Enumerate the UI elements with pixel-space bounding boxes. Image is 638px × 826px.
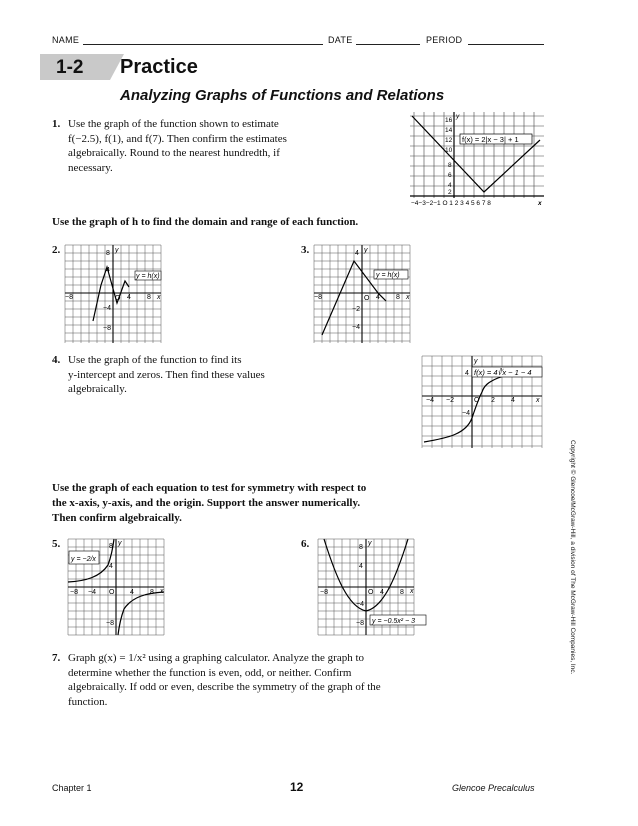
lesson-type: Practice [120,56,198,78]
y-tick: 16 [445,117,453,124]
page-number: 12 [290,780,304,794]
x-tick: 8 [396,294,400,301]
y-axis-label: y [368,540,372,547]
x-ticks: −4−3−2−1 O 1 2 3 4 5 6 7 8 [411,200,491,207]
y-tick: 4 [106,267,110,274]
question-number: 4. [52,354,61,366]
name-field[interactable] [83,44,323,45]
function-label: y = −2/x [71,556,96,563]
x-tick: −4 [88,589,96,596]
footer-chapter: Chapter 1 [52,783,92,793]
y-tick: −4 [356,601,364,608]
question-text-line: determine whether the function is even, odd, or neither. Confirm [68,666,352,679]
name-label: NAME [52,35,80,45]
graph-q5 [66,537,166,637]
x-tick: 8 [150,589,154,596]
y-tick: 10 [445,147,453,154]
function-curve-right [118,592,164,635]
footer-book: Glencoe Precalculus [452,783,535,793]
y-tick: 2 [448,189,452,196]
origin-label: O [109,589,115,596]
function-curve [93,267,129,321]
y-axis-label: y [364,247,368,254]
period-field[interactable] [468,44,544,45]
y-axis-label: y [474,358,478,365]
x-axis-label: x [160,588,164,595]
y-tick: −4 [352,324,360,331]
period-label: PERIOD [426,35,463,45]
y-tick: 8 [448,162,452,169]
function-label: y = h(x) [136,273,160,280]
question-number: 1. [52,118,61,130]
y-tick: 4 [109,563,113,570]
question-text-line: Graph g(x) = 1/x² using a graphing calculator. Analyze the graph to [68,652,365,664]
y-tick: 4 [448,182,452,189]
question-number: 3. [301,244,310,256]
y-tick: −2 [352,306,360,313]
x-tick: 4 [376,294,380,301]
x-tick: −8 [65,294,73,301]
y-tick: 4 [465,370,469,377]
x-axis-label: x [538,200,542,207]
section-instruction [52,481,366,526]
graph-q3 [312,243,412,345]
x-tick: 8 [147,294,151,301]
section-line: Use the graph of each equation to test for symmetry with respect to [52,482,367,494]
question-text-line: algebraically. If odd or even, describe the symmetry of the graph of the [68,681,381,693]
x-axis-label: x [536,397,540,404]
section-line: the x-axis, y-axis, and the origin. Support the answer numerically. [52,497,361,509]
question-number: 7. [52,652,61,664]
copyright-notice [566,440,578,700]
y-tick: 14 [445,127,453,134]
y-tick: 8 [359,544,363,551]
question-text-line: y-intercept and zeros. Then find these values [68,368,265,381]
function-label: y = −0.5x² − 3 [372,618,415,625]
y-tick: −8 [106,620,114,627]
x-axis-label: x [410,588,414,595]
page-title: Analyzing Graphs of Functions and Relations [120,87,445,104]
y-tick: 8 [106,250,110,257]
y-tick: 8 [109,543,113,550]
x-tick: −8 [70,589,78,596]
x-tick: 4 [130,589,134,596]
function-label: f(x) = 2|x − 3| + 1 [462,135,519,144]
y-tick: 4 [355,250,359,257]
x-tick: 4 [127,294,131,301]
x-tick: −8 [314,294,322,301]
y-tick: −4 [103,305,111,312]
date-field[interactable] [356,44,420,45]
question-text-line: Use the graph of the function shown to estimate [68,118,279,130]
question-text-line: Use the graph of the function to find its [68,354,242,366]
copyright-text: Copyright © Glencoe/McGraw-Hill, a division of The McGraw-Hill Companies, Inc. [569,440,576,675]
question-text-line: algebraically. Round to the nearest hundredth, if [68,147,280,159]
x-tick: 4 [380,589,384,596]
lesson-number: 1-2 [56,57,84,78]
graph-q1 [410,112,544,210]
y-tick: 6 [448,172,452,179]
origin-label: O [115,295,121,302]
graph-q6 [316,537,428,637]
y-tick: 4 [359,563,363,570]
graph-q2 [63,243,163,345]
y-tick: −8 [103,325,111,332]
y-axis-label: y [456,113,460,120]
question-number: 6. [301,538,310,550]
origin-label: O [368,589,374,596]
y-tick: 12 [445,137,453,144]
section-instruction: Use the graph of h to find the domain and range of each function. [52,216,359,228]
x-axis-label: x [406,294,410,301]
y-axis-label: y [118,540,122,547]
section-line: Then confirm algebraically. [52,512,182,524]
grid [410,112,544,206]
x-tick: 2 [491,397,495,404]
function-curve [412,116,540,192]
x-tick: 4 [511,397,515,404]
origin-label: O [364,295,370,302]
question-text-line: algebraically. [68,383,127,395]
question-text-line: function. [68,695,108,708]
function-label: f(x) = 4∛x − 1 − 4 [474,368,532,377]
question-number: 5. [52,538,61,550]
question-number: 2. [52,244,61,256]
question-text-line: necessary. [68,161,113,174]
x-axis-label: x [157,294,161,301]
graph-q4 [418,354,544,450]
x-tick: −2 [446,397,454,404]
question-text-line: f(−2.5), f(1), and f(7). Then confirm the estimates [68,132,287,145]
y-axis-label: y [115,247,119,254]
y-tick: −4 [462,410,470,417]
x-tick: −8 [320,589,328,596]
origin-label: O [474,397,480,404]
date-label: DATE [328,35,353,45]
function-label: y = h(x) [376,272,400,279]
y-tick: −8 [356,620,364,627]
x-tick: 8 [400,589,404,596]
x-tick: −4 [426,397,434,404]
